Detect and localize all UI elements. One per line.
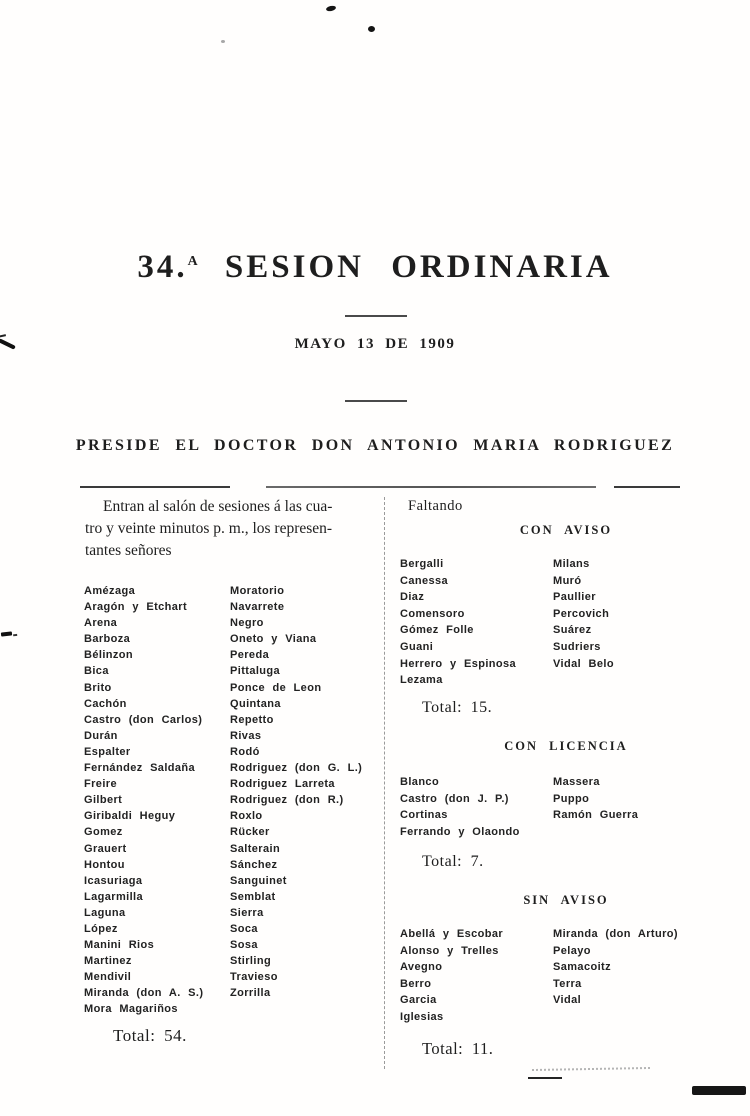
name-item: Ramón Guerra <box>553 809 639 822</box>
name-item: Durán <box>84 729 118 742</box>
name-item: Espalter <box>84 745 131 758</box>
con-aviso-list-b <box>553 558 614 674</box>
name-item: Navarrete <box>230 601 285 614</box>
name-item: Rodriguez (don R.) <box>230 794 344 807</box>
name-item: Cortinas <box>400 809 448 822</box>
name-item: Salterain <box>230 842 281 855</box>
name-item: Giribaldi Heguy <box>84 810 176 823</box>
name-item: Mendivil <box>84 971 132 984</box>
name-item: Guani <box>400 640 434 653</box>
name-item: Hontou <box>84 858 125 871</box>
name-item: Pittaluga <box>230 665 281 678</box>
attendance-name-list-b <box>230 585 362 1003</box>
absent-heading: Faltando <box>408 498 463 514</box>
name-item: Cachón <box>84 697 127 710</box>
column-divider <box>384 497 385 1069</box>
name-item: Miranda (don A. S.) <box>84 987 204 1000</box>
session-title <box>0 249 750 286</box>
name-item: Sudriers <box>553 640 601 653</box>
name-item: Canessa <box>400 574 449 587</box>
name-item: Diaz <box>400 591 425 604</box>
name-item: Rodriguez Larreta <box>230 778 335 791</box>
con-licencia-list-b <box>553 776 638 826</box>
sin-aviso-list-b <box>553 928 678 1011</box>
con-licencia-list-a <box>400 776 520 842</box>
name-item: Rodó <box>230 745 260 758</box>
name-item: Oneto y Viana <box>230 633 317 646</box>
name-item: Barboza <box>84 633 131 646</box>
name-item: Rodriguez (don G. L.) <box>230 762 363 775</box>
presiding-line: PRESIDE EL DOCTOR DON ANTONIO MARIA RODRIGUEZ <box>75 437 675 454</box>
name-item: Martinez <box>84 955 132 968</box>
name-item: Garcia <box>400 994 437 1007</box>
session-title-text: SESION ORDINARIA <box>224 249 613 285</box>
name-item: Pelayo <box>553 944 591 957</box>
name-item: Herrero y Espinosa <box>400 657 517 670</box>
name-item: Brito <box>84 681 112 694</box>
section-rule <box>80 486 680 488</box>
name-item: Laguna <box>84 906 126 919</box>
sin-aviso-total: Total: 11. <box>422 1039 494 1058</box>
name-item: Muró <box>553 574 582 587</box>
margin-mark <box>1 631 12 636</box>
scan-artifact-bar <box>692 1086 746 1095</box>
section-title-sin-aviso: SIN AVISO <box>523 893 609 907</box>
name-item: Mora Magariños <box>84 1003 178 1016</box>
name-item: Fernández Saldaña <box>84 762 196 775</box>
name-item: Grauert <box>84 842 127 855</box>
divider-rule <box>345 315 407 317</box>
intro-line: Entran al salón de sesiones á las cua- <box>103 498 333 515</box>
name-item: Manini Rios <box>84 939 155 952</box>
name-item: Gómez Folle <box>400 624 474 637</box>
session-number: 34. <box>137 249 188 285</box>
name-item: Terra <box>553 977 582 990</box>
attendance-total: Total: 54. <box>113 1026 187 1045</box>
sin-aviso-list-a <box>400 928 503 1028</box>
name-item: Sosa <box>230 939 258 952</box>
name-item: Gomez <box>84 826 123 839</box>
name-item: Berro <box>400 977 432 990</box>
name-item: Ferrando y Olaondo <box>400 825 520 838</box>
name-item: Iglesias <box>400 1010 444 1023</box>
name-item: Rücker <box>230 826 270 839</box>
name-item: Zorrilla <box>230 987 271 1000</box>
ink-speck <box>368 26 375 32</box>
name-item: Vidal <box>553 994 582 1007</box>
name-item: Abellá y Escobar <box>400 928 504 940</box>
name-item: Stirling <box>230 955 272 968</box>
section-title-con-licencia: CON LICENCIA <box>504 739 628 753</box>
name-item: Castro (don Carlos) <box>84 713 203 726</box>
name-item: Alonso y Trelles <box>400 944 499 957</box>
name-item: López <box>84 922 118 935</box>
name-item: Repetto <box>230 713 274 726</box>
name-item: Massera <box>553 776 600 788</box>
end-rule <box>528 1077 562 1079</box>
name-item: Castro (don J. P.) <box>400 792 509 805</box>
name-item: Vidal Belo <box>553 657 614 670</box>
name-item: Miranda (don Arturo) <box>553 928 678 940</box>
session-date: MAYO 13 DE 1909 <box>294 336 456 352</box>
name-item: Suárez <box>553 624 592 637</box>
session-number-ordinal: A <box>187 253 198 268</box>
name-item: Bica <box>84 665 109 678</box>
name-item: Travieso <box>230 971 278 984</box>
name-item: Icasuriaga <box>84 874 143 887</box>
name-item: Milans <box>553 558 590 570</box>
name-item: Lagarmilla <box>84 890 144 903</box>
name-item: Percovich <box>553 607 610 620</box>
ink-speck <box>221 40 225 43</box>
name-item: Rivas <box>230 729 262 742</box>
name-item: Bergalli <box>400 558 444 570</box>
name-item: Ponce de Leon <box>230 681 322 694</box>
name-item: Negro <box>230 617 264 630</box>
name-item: Sanguinet <box>230 874 287 887</box>
name-item: Blanco <box>400 776 440 788</box>
name-item: Puppo <box>553 792 590 805</box>
name-item: Bélinzon <box>84 649 134 662</box>
scan-artifact-dots <box>532 1067 650 1071</box>
name-item: Comensoro <box>400 607 465 620</box>
name-item: Paullier <box>553 591 596 604</box>
name-item: Arena <box>84 617 118 630</box>
name-item: Gilbert <box>84 794 123 807</box>
intro-line: tro y veinte minutos p. m., los represen- <box>85 520 333 537</box>
name-item: Samacoitz <box>553 961 612 974</box>
con-licencia-total: Total: 7. <box>422 853 484 870</box>
name-item: Freire <box>84 778 117 791</box>
intro-line: tantes señores <box>85 542 172 559</box>
attendance-intro <box>85 496 381 562</box>
name-item: Quintana <box>230 697 281 710</box>
name-item: Aragón y Etchart <box>84 601 188 614</box>
attendance-name-list-a <box>84 585 203 1020</box>
name-item: Amézaga <box>84 585 136 597</box>
name-item: Soca <box>230 922 258 935</box>
name-item: Sierra <box>230 906 264 919</box>
con-aviso-total: Total: 15. <box>422 699 493 716</box>
name-item: Moratorio <box>230 585 285 597</box>
divider-rule <box>345 400 407 402</box>
ink-speck <box>326 5 337 12</box>
name-item: Sánchez <box>230 858 278 871</box>
name-item: Semblat <box>230 890 276 903</box>
con-aviso-list-a <box>400 558 516 691</box>
name-item: Roxlo <box>230 810 263 823</box>
section-title-con-aviso: CON AVISO <box>519 523 613 537</box>
name-item: Lezama <box>400 674 443 687</box>
name-item: Pereda <box>230 649 270 662</box>
name-item: Avegno <box>400 961 443 974</box>
